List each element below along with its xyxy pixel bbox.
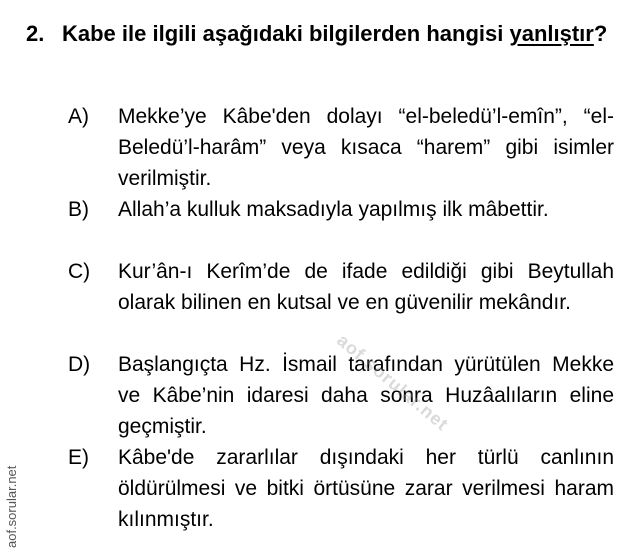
option-letter: E) <box>68 446 89 469</box>
question-number: 2. <box>26 21 45 46</box>
option-letter: A) <box>68 105 89 128</box>
question-stem <box>62 20 612 48</box>
option-text: Kâbe'de zararlılar dışındaki her türlü canlının öldürülmesi ve bitki örtüsüne zarar verilmesi haram kılınmıştır. <box>118 446 614 531</box>
watermark-side: aof.sorular.net <box>4 465 19 548</box>
option-text: Mekke’ye Kâbe'den dolayı “el-beledü’l-emîn”, “el-Beledü’l-harâm” veya kısaca “harem” gibi isimler verilmiştir. <box>118 105 614 190</box>
option-text: Allah’a kulluk maksadıyla yapılmış ilk mâbettir. <box>118 198 549 221</box>
option-text: Başlangıçta Hz. İsmail tarafından yürütülen Mekke ve Kâbe’nin idaresi daha sonra Huzâalıların eline geçmiştir. <box>118 353 614 438</box>
option-letter: C) <box>68 260 91 283</box>
question-stem-emphasis: yanlıştır <box>509 21 594 46</box>
question-stem-text: Kabe ile ilgili aşağıdaki bilgilerden hangisi <box>62 21 510 46</box>
option-letter: B) <box>68 198 89 221</box>
option-text: Kur’ân-ı Kerîm’de de ifade edildiği gibi Beytullah olarak bilinen en kutsal ve en güvenilir mekândır. <box>118 260 614 314</box>
question-stem-end: ? <box>593 21 608 46</box>
option-letter: D) <box>68 353 91 376</box>
watermark-diagonal: aof.sorular.net <box>333 330 453 435</box>
